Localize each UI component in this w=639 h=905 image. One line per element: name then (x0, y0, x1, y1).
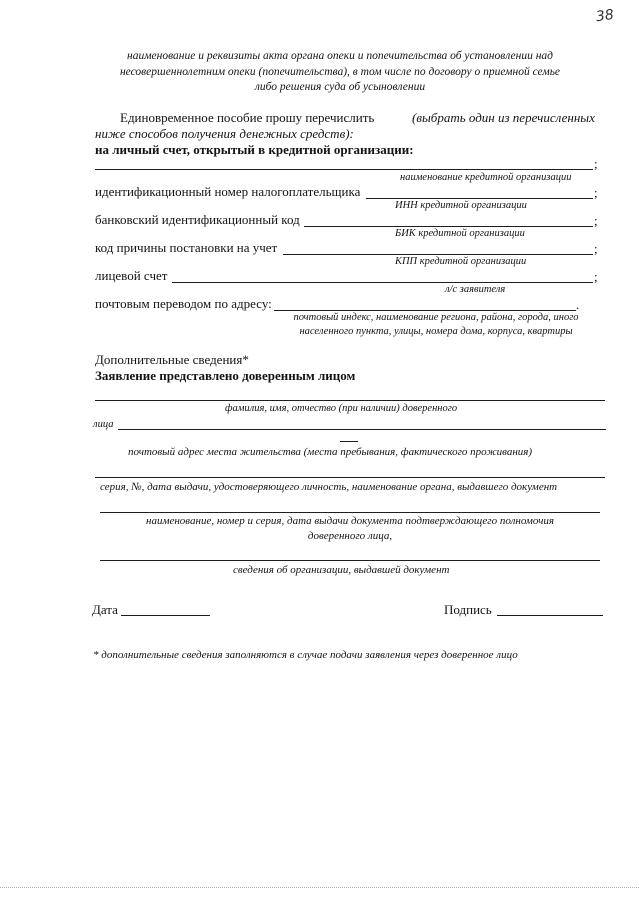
semicolon: ; (594, 156, 598, 171)
bik-caption: БИК кредитной организации (395, 228, 525, 239)
postal-label: почтовым переводом по адресу: (95, 296, 272, 311)
id-doc-caption: серия, №, дата выдачи, удостоверяющего личность, наименование органа, выдавшего документ (100, 481, 558, 493)
inn-label: идентификационный номер налогоплательщика (95, 184, 361, 199)
fio-caption: фамилия, имя, отчество (при наличии) доверенного (225, 403, 458, 414)
header-caption-line2: несовершеннолетним опеки (попечительства), в том числе по договору о приемной семье (119, 65, 561, 78)
bik-field[interactable] (304, 226, 593, 227)
org-field[interactable] (100, 560, 600, 561)
header-caption-line3: либо решения суда об усыновлении (254, 81, 426, 93)
fio-caption-cont: лица (93, 419, 114, 430)
kpp-field[interactable] (283, 254, 593, 255)
semicolon: ; (594, 269, 598, 284)
account-caption: л/с заявителя (445, 284, 506, 295)
proxy-name-field[interactable] (95, 400, 605, 401)
request-text-2: (выбрать один из перечисленных (412, 110, 595, 125)
power-doc-caption-line1: наименование, номер и серия, дата выдачи документа подтверждающего полномочия (145, 515, 555, 527)
address-caption: почтовый адрес места жительства (места пребывания, фактического проживания) (128, 446, 533, 458)
kpp-label: код причины постановки на учет (95, 240, 278, 255)
semicolon: ; (594, 185, 598, 200)
header-caption-line1: наименование и реквизиты акта органа опеки и попечительства об установлении над (127, 50, 553, 62)
power-doc-caption (100, 514, 600, 544)
postal-caption-line2: населенного пункта, улицы, номера дома, корпуса, квартиры (299, 326, 573, 337)
account-heading: на личный счет, открытый в кредитной организации: (95, 142, 414, 157)
credit-org-field[interactable] (95, 169, 593, 170)
dash-mark (340, 441, 358, 442)
signature-field[interactable] (497, 615, 603, 616)
semicolon: ; (594, 241, 598, 256)
header-caption (70, 49, 610, 96)
proxy-name-field-cont[interactable] (118, 429, 606, 430)
scan-edge (0, 887, 639, 888)
date-field[interactable] (121, 615, 210, 616)
postal-caption (270, 311, 602, 339)
date-label: Дата (92, 602, 118, 617)
signature-label: Подпись (444, 602, 492, 617)
account-label: лицевой счет (95, 268, 168, 283)
org-caption: сведения об организации, выдавшей документ (233, 564, 450, 576)
inn-caption: ИНН кредитной организации (395, 200, 527, 211)
inn-field[interactable] (366, 198, 593, 199)
semicolon: ; (594, 213, 598, 228)
account-field[interactable] (172, 282, 593, 283)
kpp-caption: КПП кредитной организации (395, 256, 527, 267)
period: . (576, 297, 580, 312)
bik-label: банковский идентификационный код (95, 212, 300, 227)
footnote: * дополнительные сведения заполняются в случае подачи заявления через доверенное лицо (93, 649, 518, 661)
power-doc-caption-line2: доверенного лица, (307, 530, 393, 542)
page-number: 38 (594, 6, 615, 26)
id-doc-field[interactable] (95, 477, 605, 478)
request-text-3: ниже способов получения денежных средств): (95, 126, 354, 141)
power-doc-field[interactable] (100, 512, 600, 513)
postal-caption-line1: почтовый индекс, наименование региона, района, города, иного (293, 312, 579, 323)
credit-org-caption: наименование кредитной организации (400, 172, 572, 183)
request-text-1: Единовременное пособие прошу перечислить (120, 110, 375, 125)
proxy-heading: Заявление представлено доверенным лицом (95, 368, 356, 383)
additional-label: Дополнительные сведения* (95, 352, 249, 367)
